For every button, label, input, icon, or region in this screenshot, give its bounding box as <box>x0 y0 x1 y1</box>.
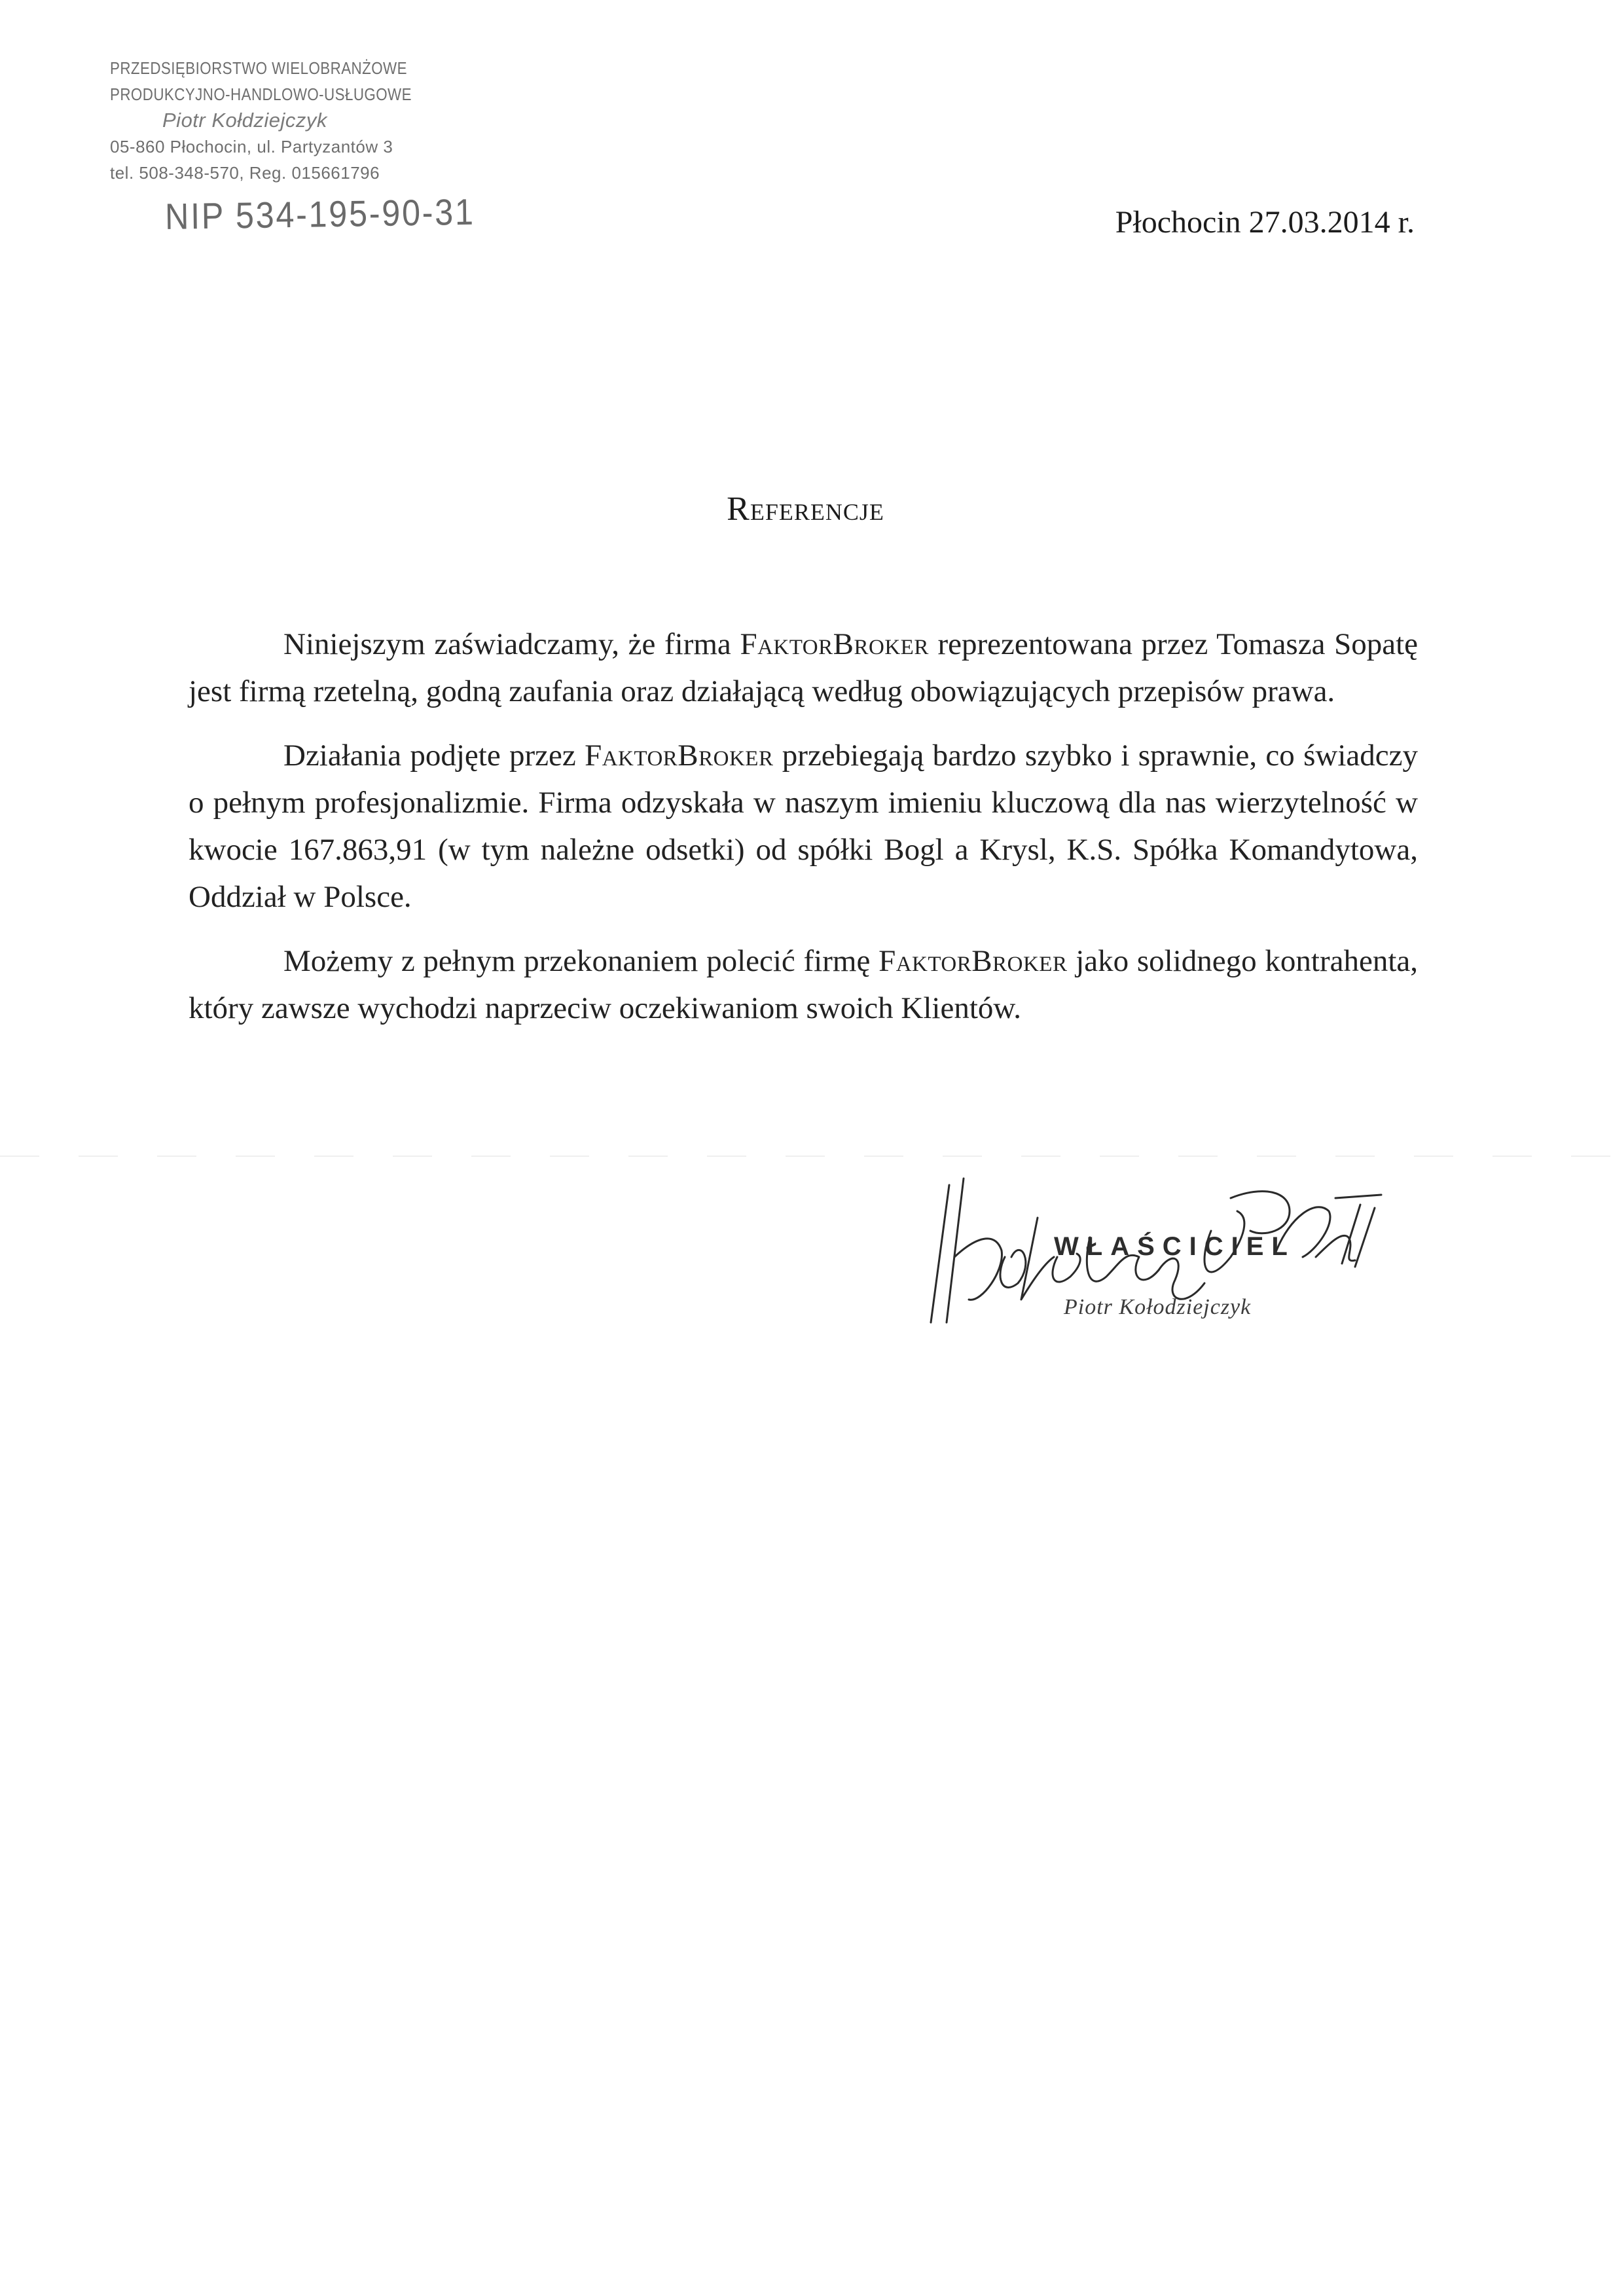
paragraph-1-text-b: reprezentowana przez Tomasza Sopatę jest firmą rzetelną, godną zaufania oraz działającą według obowiązujących przepisów prawa. <box>189 627 1418 708</box>
paragraph-2-text-a: Działania podjęte przez <box>283 738 585 773</box>
document-title: Referencje <box>727 490 884 528</box>
stamp-address: 05-860 Płochocin, ul. Partyzantów 3 <box>110 137 393 156</box>
brand-name: FaktorBroker <box>585 738 774 773</box>
paragraph-1 <box>189 621 1418 715</box>
owner-name-stamp: Piotr Kołodziejczyk <box>1064 1295 1252 1319</box>
stamp-company-line-1: PRZEDSIĘBIORSTWO WIELOBRANŻOWE <box>110 58 407 78</box>
owner-role-stamp: WŁAŚCICIEL <box>1054 1232 1295 1261</box>
brand-name: FaktorBroker <box>740 627 929 661</box>
stamp-nip: NIP 534-195-90-31 <box>164 191 476 237</box>
paragraph-3-text-a: Możemy z pełnym przekonaniem polecić firmę <box>283 944 879 978</box>
handwritten-signature <box>923 1159 1394 1355</box>
signature-area <box>923 1159 1394 1355</box>
scan-artifact-line <box>0 1156 1611 1157</box>
letter-body <box>189 621 1418 1049</box>
place-and-date: Płochocin 27.03.2014 r. <box>1115 205 1415 240</box>
paragraph-2 <box>189 732 1418 920</box>
stamp-company-line-2: PRODUKCYJNO-HANDLOWO-USŁUGOWE <box>110 84 412 104</box>
paragraph-3-text-b: jako solidnego kontrahenta, który zawsze wychodzi naprzeciw oczekiwaniom swoich Klientów. <box>189 944 1418 1025</box>
stamp-owner-name: Piotr Kołdziejczyk <box>162 109 327 132</box>
paragraph-2-text-b: przebiegają bardzo szybko i sprawnie, co świadczy o pełnym profesjonalizmie. Firma odzyskała w naszym imieniu kluczową dla nas wierzytelność w kwocie 167.863,91 (w tym należne odsetki) od spółki Bogl a Krysl, K.S. Spółka Komandytowa, Oddział w Polsce. <box>189 738 1418 914</box>
stamp-contact: tel. 508-348-570, Reg. 015661796 <box>110 163 380 183</box>
company-stamp <box>110 55 477 186</box>
brand-name: FaktorBroker <box>878 944 1068 978</box>
paragraph-3 <box>189 938 1418 1032</box>
paragraph-1-text-a: Niniejszym zaświadczamy, że firma <box>283 627 740 661</box>
